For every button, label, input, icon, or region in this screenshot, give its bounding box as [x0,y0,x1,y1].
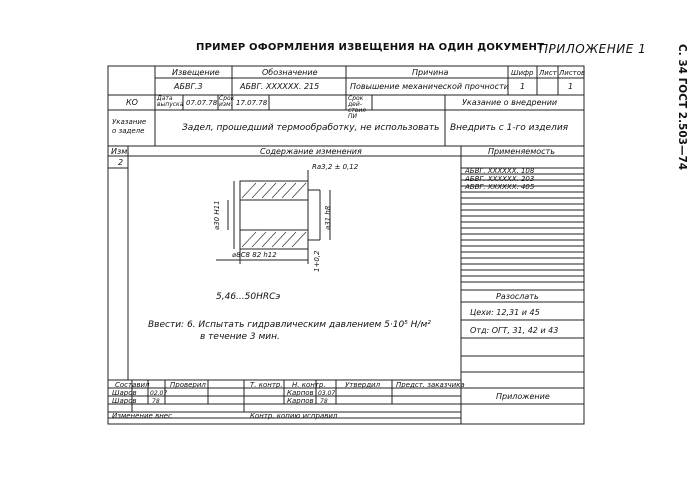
sig-tcontrol: Т. контр. [250,381,283,389]
issue-date-value: 07.07.78 [186,99,218,107]
term-label: Срок изм. [219,95,235,108]
dim-right: ⌀31 h8 [324,205,332,230]
distribute-label: Разослать [496,292,539,301]
col-sheet-label: Лист [539,69,557,77]
sig-nc-name-1: Карпов [287,389,314,397]
valid-label: Срок дей-ствия ПИ [348,95,366,120]
sig-ncontrol: Н. контр. [292,381,326,389]
dim-corner: 1+0,2 [313,250,321,272]
sig-made-change: Изменение внес [112,412,172,420]
page-title: ПРИМЕР ОФОРМЛЕНИЯ ИЗВЕЩЕНИЯ НА ОДИН ДОКУМЕНТ [196,42,545,53]
appendix-label: ПРИЛОЖЕНИЕ 1 [539,42,647,56]
applicability-item: АБВГ. XXXXXX. 405 [465,183,535,191]
change-number: 2 [118,158,124,167]
reason-value: Повышение механической прочности [350,82,509,91]
backlog-text: Задел, прошедший термообработку, не использовать [182,123,440,133]
dim-top: Ra3,2 ± 0,12 [312,163,359,171]
standard-side-label: С. 34 ГОСТ 2.503—74 [676,44,688,171]
backlog-label: Указание о заделе [112,118,147,135]
designation-value: АБВГ. XXXXXX. 215 [240,82,320,91]
dim-bottom: ⌀8С8 82 h12 [232,251,277,259]
insert-text: Ввести: 6. Испытать гидравлическим давлением 5·10⁵ Н/м² [148,320,431,330]
implementation-label: Указание о внедрении [462,98,558,107]
dim-left: ⌀30 H11 [213,200,221,230]
col-sheets-label: Листов [559,69,586,77]
sig-name-2: Шаров [112,397,137,405]
col-reason-label: Причина [412,68,449,77]
applicability-label: Применяемость [488,147,555,156]
col-code-label: Шифр [511,69,534,77]
change-label: Изм. [111,147,130,156]
sig-nc-name-2: Карпов [287,397,314,405]
sig-nc-date-1: 03.07 [318,390,336,397]
sig-checked: Проверил [170,381,206,389]
sig-approved: Утвердил [345,381,381,389]
distribute-depts: Отд: ОГТ, 31, 42 и 43 [470,326,559,335]
distribute-shops: Цехи: 12,31 и 45 [470,308,540,317]
sig-customer-rep: Предст. заказчика [396,381,465,389]
sig-copy-control: Контр. копию исправил [250,412,338,420]
issue-date-label: Дата выпуска [157,95,184,108]
col-notice-label: Извещение [172,68,220,77]
code-value: 1 [520,82,526,91]
sig-date-2: 78 [152,398,160,405]
sig-compiled: Составил [115,381,150,389]
term-value: 17.07.78 [236,99,268,107]
implementation-text: Внедрить с 1-го изделия [450,123,569,133]
appendix-field-label: Приложение [496,392,550,401]
sig-nc-date-2: 78 [320,398,328,405]
col-designation-label: Обозначение [262,68,318,77]
insert-text-2: в течение 3 мин. [200,332,280,342]
ko-label: КО [126,98,138,107]
sig-date-1: 02.07 [150,390,168,397]
content-label: Содержание изменения [260,147,362,156]
applicability-item: АБВГ. XXXXXX. 108 [465,167,535,175]
hardness-note: 5,46...50HRCэ [216,292,281,302]
notice-value: АБВГ.3 [174,82,203,91]
applicability-item: АБВГ. XXXXXX. 203 [465,175,535,183]
sig-name-1: Шаров [112,389,137,397]
sheets-value: 1 [568,82,574,91]
